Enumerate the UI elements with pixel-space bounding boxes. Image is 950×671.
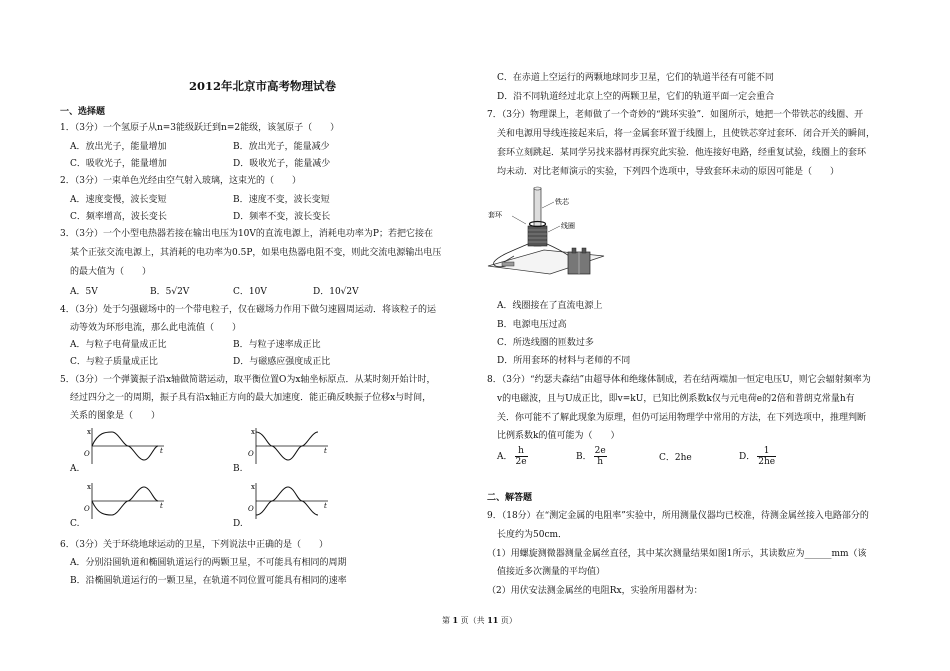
q8-option-a-prefix: A． [497, 452, 513, 462]
q5-graph-a-axis-x: x [87, 428, 91, 436]
question-8-line2: v的电磁波，且与U成正比，即v=kU，已知比例系数k仅与元电荷e的2倍和普朗克常量h有 [497, 394, 855, 404]
q5-graph-c [84, 481, 168, 521]
footer-suffix: 页） [500, 616, 517, 625]
q5-option-c-label: C. [70, 519, 80, 529]
question-4-line2: 动等效为环形电流，那么此电流值（ ） [70, 323, 242, 333]
q5-graph-d [248, 481, 332, 521]
q4-option-a: A．与粒子电荷量成正比 [70, 340, 167, 350]
question-5-line2: 经过四分之一的周期，振子具有沿x轴正方向的最大加速度．能正确反映振子位移x与时间， [70, 393, 432, 403]
q8-option-a [497, 446, 530, 467]
q4-option-b: B．与粒子速率成正比 [233, 340, 321, 350]
question-7-line4: 均未动．对比老师演示的实验，下列四个选项中，导致套环未动的原因可能是（ ） [497, 167, 840, 177]
q5-graph-b-origin: O [248, 450, 254, 458]
page-footer [442, 614, 517, 627]
question-8-line1: 8．（3分）“约瑟夫森结”由超导体和绝缘体制成，若在结两端加一恒定电压U，则它会辐射频率为 [487, 375, 871, 385]
q2-option-a: A．速度变慢，波长变短 [70, 195, 167, 205]
q5-option-d-label: D. [233, 519, 243, 529]
jumping-ring-apparatus-figure [484, 186, 608, 288]
q5-graph-a-axis-t: t [160, 447, 163, 455]
q6-option-c: C．在赤道上空运行的两颗地球同步卫星，它们的轨道半径有可能不同 [497, 73, 774, 83]
q6-option-d: D．沿不同轨道经过北京上空的两颗卫星，它们的轨道平面一定会重合 [497, 92, 775, 102]
footer-mid: 页（共 [460, 616, 485, 625]
q8-option-d-fraction [757, 446, 776, 467]
footer-prefix: 第 [442, 616, 450, 625]
q5-graph-b [248, 426, 332, 466]
q7-option-b: B．电源电压过高 [497, 320, 567, 330]
label-coil: 线圈 [561, 222, 575, 230]
q8-b-numerator: 2e [594, 446, 606, 456]
q4-option-c: C．与粒子质量成正比 [70, 357, 158, 367]
footer-page-number: 1 [452, 615, 459, 625]
q8-option-b-fraction [594, 446, 607, 467]
q7-option-c: C．所选线圈的匝数过多 [497, 338, 594, 348]
q5-graph-a [84, 426, 168, 466]
q4-option-d: D．与磁感应强度成正比 [233, 357, 331, 367]
q8-option-d-prefix: D． [739, 452, 756, 462]
q3-option-a: A．5V [70, 287, 98, 297]
q5-graph-c-origin: O [84, 505, 90, 513]
question-1-stem: 1．（3分）一个氢原子从n=3能级跃迁到n=2能级，该氢原子（ ） [60, 123, 340, 133]
q3-option-c: C．10V [233, 287, 267, 297]
q3-option-d: D．10√2V [313, 287, 359, 297]
q6-option-a: A．分别沿圆轨道和椭圆轨道运行的两颗卫星，不可能具有相同的周期 [70, 558, 347, 568]
q7-option-a: A．线圈接在了直流电源上 [497, 301, 603, 311]
q2-option-b: B．速度不变，波长变短 [233, 195, 330, 205]
q8-a-numerator: h [515, 446, 528, 457]
q5-graph-d-origin: O [248, 505, 254, 513]
q5-graph-c-axis-x: x [87, 483, 91, 491]
section-heading-choice: 一、选择题 [60, 107, 106, 117]
question-5-line1: 5．（3分）一个弹簧振子沿x轴做简谐运动，取平衡位置O为x轴坐标原点．从某时刻开始计时， [60, 375, 436, 385]
section-heading-answer: 二、解答题 [487, 493, 533, 503]
page-title: 2012年北京市高考物理试卷 [189, 79, 337, 93]
question-9-line4: 值接近多次测量的平均值） [497, 567, 606, 577]
q7-option-d: D．所用套环的材料与老师的不同 [497, 356, 631, 366]
q1-option-a: A．放出光子，能量增加 [70, 142, 167, 152]
question-3-line3: 的最大值为（ ） [70, 267, 152, 277]
q8-option-d [739, 446, 778, 467]
q5-option-a-label: A. [70, 464, 80, 474]
question-8-line3: 关．你可能不了解此现象为原理，但仍可运用物理学中常用的方法，在下列选项中，推理判断 [497, 413, 867, 423]
q5-graph-a-origin: O [84, 450, 90, 458]
question-9-line2: 长度约为50cm． [497, 530, 568, 540]
question-7-line3: 套环立刻跳起．某同学另找来器材再探究此实验．他连接好电路，经重复试验，线圈上的套环 [497, 148, 867, 158]
question-4-line1: 4．（3分）处于匀强磁场中的一个带电粒子，仅在磁场力作用下做匀速圆周运动．将该粒子的运 [60, 305, 436, 315]
q8-option-c: C．2he [659, 453, 692, 463]
q6-option-b: B．沿椭圆轨道运行的一颗卫星，在轨道不同位置可能具有相同的速率 [70, 576, 347, 586]
label-ring: 套环 [488, 211, 502, 219]
question-6-stem: 6．（3分）关于环绕地球运动的卫星，下列说法中正确的是（ ） [60, 540, 328, 550]
q1-option-d: D．吸收光子，能量减少 [233, 159, 331, 169]
q5-graph-c-axis-t: t [160, 502, 163, 510]
q2-option-c: C．频率增高，波长变长 [70, 212, 167, 222]
q8-d-denominator: 2he [758, 457, 776, 467]
question-9-line1: 9．（18分）在“测定金属的电阻率”实验中，所用测量仪器均已校准，待测金属丝接入电路部分的 [487, 511, 869, 521]
q8-option-a-fraction [515, 446, 528, 467]
q8-option-b-prefix: B． [576, 452, 592, 462]
q8-option-b [576, 446, 609, 467]
q5-graph-d-axis-t: t [324, 502, 327, 510]
label-iron-core: 铁芯 [555, 198, 569, 206]
q5-graph-d-axis-x: x [251, 483, 255, 491]
q2-option-d: D．频率不变，波长变长 [233, 212, 331, 222]
q1-option-c: C．吸收光子，能量增加 [70, 159, 167, 169]
question-3-line2: 某个正弦交流电源上，其消耗的电功率为0.5P，如果电热器电阻不变，则此交流电源输出电压 [70, 248, 442, 258]
q5-option-b-label: B. [233, 464, 243, 474]
footer-total-pages: 11 [487, 615, 499, 625]
q3-option-b: B．5√2V [150, 287, 190, 297]
question-9-line5: （2）用伏安法测金属丝的电阻Rx，实验所用器材为： [487, 586, 703, 596]
question-7-line2: 关和电源用导线连接起来后，将一金属套环置于线圈上，且使铁芯穿过套环．闭合开关的瞬间， [497, 129, 876, 139]
question-8-line4: 比例系数k的值可能为（ ） [497, 431, 620, 441]
q5-graph-b-axis-x: x [251, 428, 255, 436]
question-3-line1: 3．（3分）一个小型电热器若接在输出电压为10V的直流电源上，消耗电功率为P；若把它接在 [60, 229, 433, 239]
q8-d-numerator: 1 [757, 446, 776, 457]
q1-option-b: B．放出光子，能量减少 [233, 142, 330, 152]
question-9-line3: （1）用螺旋测微器测量金属丝直径，其中某次测量结果如图1所示，其读数应为______mm（该 [487, 549, 867, 559]
question-5-line3: 关系的图象是（ ） [70, 411, 161, 421]
q8-a-denominator: 2e [515, 457, 527, 467]
q5-graph-b-axis-t: t [324, 447, 327, 455]
question-7-line1: 7．（3分）物理课上，老师做了一个奇妙的“跳环实验”．如图所示，她把一个带铁芯的线圈、开 [487, 110, 864, 120]
q8-b-denominator: h [597, 457, 604, 467]
question-2-stem: 2．（3分）一束单色光经由空气射入玻璃，这束光的（ ） [60, 176, 301, 186]
